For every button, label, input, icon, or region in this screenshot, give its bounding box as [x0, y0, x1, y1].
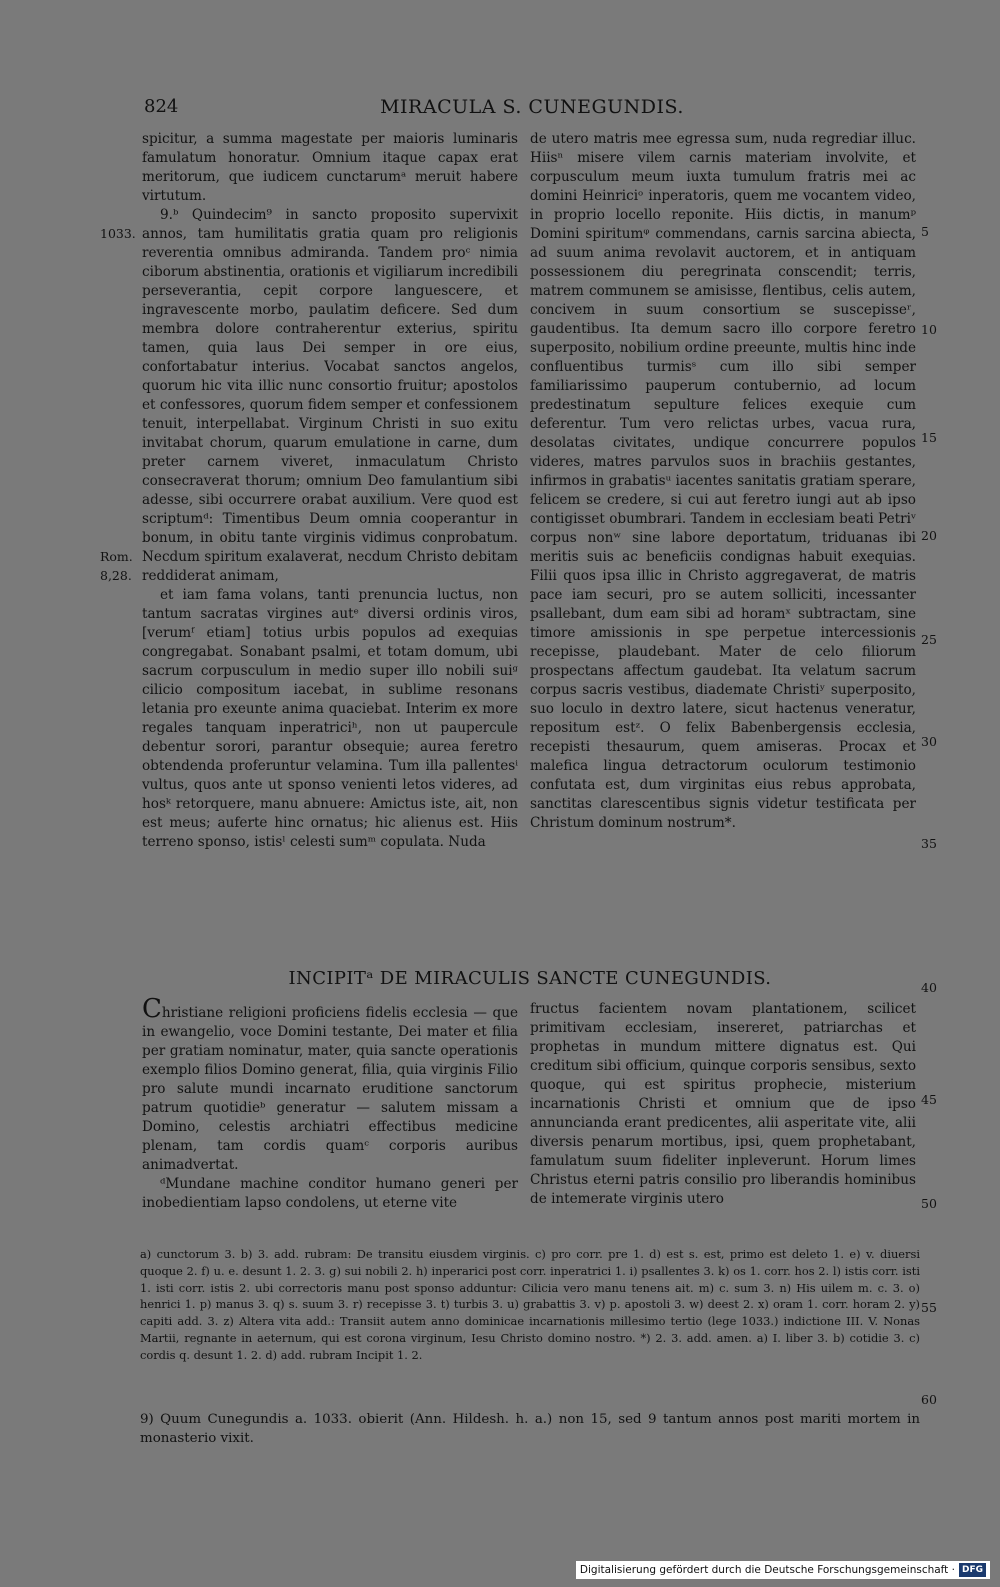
digitization-footer — [576, 1561, 990, 1579]
running-title: MIRACULA S. CUNEGUNDIS. — [380, 96, 684, 118]
critical-apparatus — [140, 1246, 920, 1364]
paragraph — [142, 994, 518, 1175]
line-number: 5 — [921, 224, 929, 239]
left-column-upper — [142, 130, 518, 852]
section-heading: INCIPITᵃ DE MIRACULIS SANCTE CUNEGUNDIS. — [288, 968, 772, 989]
margin-year: 1033. — [100, 226, 136, 241]
line-number: 15 — [921, 430, 937, 445]
line-number: 20 — [921, 528, 937, 543]
line-number: 25 — [921, 632, 937, 647]
running-header — [144, 96, 920, 124]
paragraph: fructus facientem novam plantationem, scilicet primitivam ecclesiam, insereret, patriarchas et prophetas in mundum mittere dignatus est. Qui creditum sibi officium, quinque corporis sensibus, sexto quoque, qui est spiritus prophecie, misterium incarnationis Christi et omnium que de ipso annuncianda erant predicentes, alii asperitate vite, alii diversis penarum mortibus, ipsi, quem prophetabant, famulatum suum fideliter inpleverunt. Horum limes Christus eterni patris consilio pro liberandis hominibus de intemerate virginis utero — [530, 1001, 916, 1207]
paragraph: spicitur, a summa magestate per maioris luminaris famulatum honoratur. Omnium itaque capax erat meritorum, que iudicem cunctarumᵃ meruit habere virtutum. — [142, 131, 518, 204]
line-number: 45 — [921, 1092, 937, 1107]
page-number: 824 — [144, 96, 179, 117]
paragraph: et iam fama volans, tanti prenuncia luctus, non tantum sacratas virgines autᵉ diversi ordinis viros, [verumᶠ etiam] totius urbis populos ad exequias congregabat. Sonabant psalmi, et totam domum, ubi sacrum corpusculum in medio super illo nobili suiᵍ cilicio compositum iacebat, in sublime resonans letania pro exeunte anima quaciebat. Interim ex more regales tanquam inperatriciʰ, non ut paupercule debentur sorori, parantur obsequie; aurea feretro obtendenda proferuntur velamina. Tum illa pallentesⁱ vultus, quos ante ut sponso venienti letos videres, ad hosᵏ retorquere, manu abnuere: Amictus iste, ait, non est meus; auferte hinc ornatus; hic alienus est. Hiis terreno sponso, istisˡ celesti sumᵐ copulata. Nuda — [142, 587, 518, 850]
line-number: 35 — [921, 836, 937, 851]
right-column-upper — [530, 130, 916, 833]
paragraph — [142, 1175, 518, 1213]
line-number: 40 — [921, 980, 937, 995]
line-number: 10 — [921, 322, 937, 337]
drop-capital: C — [142, 994, 162, 1024]
footer-text: Digitalisierung gefördert durch die Deutsche Forschungsgemeinschaft · — [579, 1564, 955, 1576]
paragraph-text: ᵈMundane machine conditor humano generi per inobedientiam lapso condolens, ut eterne vite — [142, 1176, 518, 1211]
left-column-lower — [142, 994, 518, 1213]
dfg-logo: DFG — [959, 1563, 986, 1577]
line-number: 50 — [921, 1196, 937, 1211]
paragraph: 9.ᵇ Quindecim⁹ in sancto proposito supervixit annos, tam humilitatis gratia quam pro religionis reverentia omnibus admiranda. Tandem proᶜ nimia ciborum abstinentia, orationis et vigiliarum incredibili perseverantia, cepit corpore languescere, et ingravescente morbo, paulatim deficere. Sed dum membra dolore contraherentur exterius, spiritu tamen, quia laus Dei semper in ore eius, confortabatur interius. Vocabat sanctos angelos, quorum hic vita illic nunc consortio fruitur; apostolos et confessores, quorum fidem semper et confessionem tenuit, interpellabat. Virginum Christi in suo exitu invitabat chorum, quarum emulatione in carne, dum preter carnem viveret, inmaculatum Christo consecraverat thorum; omnium Deo famulantium sibi adesse, sibi occurrere orabat auxilium. Vere quod est scriptumᵈ: Timentibus Deum omnia cooperantur in bonum, in obitu tante virginis vidimus conprobatum. Necdum spiritum exalaverat, necdum Christo debitam reddiderat animam, — [142, 207, 518, 584]
historical-footnote: 9) Quum Cunegundis a. 1033. obierit (Ann. Hildesh. h. a.) non 15, sed 9 tantum annos post mariti mortem in monasterio vixit. — [140, 1412, 920, 1446]
paragraph: de utero matris mee egressa sum, nuda regrediar illuc. Hiisⁿ misere vilem carnis materiam involvite, et corpusculum meum iuxta tumulum fratris mei ac domini Heinriciᵒ inperatoris, quem me vocantem video, in proprio locello reponite. Hiis dictis, in manumᵖ Domini spiritumᵠ commendans, carnis sarcina abiecta, ad suum anima revolavit auctorem, et in antiquam possessionem diu peregrinata conscendit; terris, matrem communem se amisisse, flentibus, celis autem, concivem in suum consortium se suscepisseʳ, gaudentibus. Ita demum sacro illo corpore feretro superposito, nobilium ordine preeunte, multis hinc inde confluentibus turmisˢ cum illo sibi semper familiarissimo pauperum contubernio, ad locum predestinatum sepulture felices exequie cum deferentur. Tum vero relictas urbes, vacua rura, desolatas civitates, undique concurrere populos videres, matres parvulos suos in brachiis gestantes, infirmos in grabatisᵘ iacentes sanitatis gratiam sperare, felicem se credere, si cui aut feretro iungi aut ab ipso contigisset obumbrari. Tandem in ecclesiam beati Petriᵛ corpus nonʷ sine labore deportatum, triduanas ibi meritis suis ac beneficiis condignas habuit exequias. Filii quos ipsa illic in Christo aggregaverat, de matris pace iam securi, pro se autem solliciti, incessanter psallebant, dum eam sibi ad horamˣ subtractam, sine timore amissionis in spe perpetue intercessionis recepisse, plaudebant. Mater de celo filiorum prospectans affectum gaudebat. Ita velatum sacrum corpus sacris vestibus, diademate Christiʸ superposito, suo loculo in dextro latere, sicut hactenus veneratur, repositum estᶻ. O felix Babenbergensis ecclesia, recepisti thesaurum, quem amiseras. Procax et malefica lingua detractorum oculorum testimonio confutata est, dum virginitas eius rebus approbata, sanctitas clarescentibus signis videtur testificata per Christum dominum nostrum*. — [530, 131, 917, 831]
line-number: 30 — [921, 734, 937, 749]
margin-citation: Rom. — [100, 549, 133, 564]
apparatus-text: a) cunctorum 3. b) 3. add. rubram: De transitu eiusdem virginis. c) pro corr. pre 1. d) est s. est, primo est deleto 1. e) v. diuersi quoque 2. f) u. e. desunt 1. 2. 3. g) sui nobili 2. h) inperarici post corr. inperatrici 1. i) psallentes 3. k) os 1. corr. hos 2. l) istis corr. isti 1. isti corr. istis 2. ubi correctoris manu post sponso adduntur: Cilicia vero manu tenens ait. m) c. sum 3. n) His uilem m. c. 3. o) henrici 1. p) manus 3. q) s. suum 3. r) recepisse 3. t) turbis 3. u) grabattis 3. v) p. apostoli 3. w) deest 2. x) oram 1. corr. horam 2. y) capiti add. 3. z) Altera vita add.: Transiit autem anno dominicae incarnationis millesimo tertio (lege 1033.) indictione III. V. Nonas Martii, regnante in aeternum, qui est corona virginum, Iesu Christo domino nostro. *) 2. 3. add. amen. a) I. liber 3. b) cotidie 3. c) cordis q. desunt 1. 2. d) add. rubram Incipit 1. 2. — [140, 1247, 920, 1362]
line-number: 55 — [921, 1300, 937, 1315]
line-number: 60 — [921, 1392, 937, 1407]
right-column-lower — [530, 1000, 916, 1209]
margin-citation: 8,28. — [100, 568, 132, 583]
paragraph-text: hristiane religioni proficiens fidelis ecclesia — que in ewangelio, voce Domini testante, Dei mater et filia per gratiam nominatur, mater, quia sancte operationis exemplo filios Domino generat, filia, quia virginis Filio pro salute mundi incarnato eruditione sanctorum patrum quotidieᵇ generatur — salutem missam a Domino, celestis archiatri effectibus medicine plenam, tam cordis quamᶜ corporis auribus animadvertat. — [142, 1005, 518, 1173]
